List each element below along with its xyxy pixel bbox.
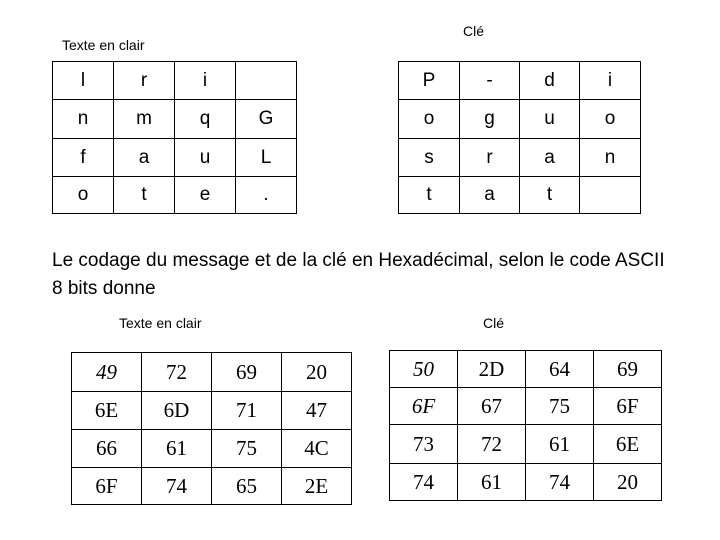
table-cell: 65 bbox=[212, 468, 282, 505]
table-cell: 74 bbox=[390, 464, 458, 501]
table-cell: 20 bbox=[594, 464, 662, 501]
table-cell: 47 bbox=[282, 392, 352, 430]
table-cell: t bbox=[399, 177, 460, 214]
table-cell: P bbox=[399, 62, 460, 100]
table-cell: 61 bbox=[458, 464, 526, 501]
bottom-key-label: Clé bbox=[483, 315, 505, 331]
table-cell: 6F bbox=[72, 468, 142, 505]
table-cell bbox=[580, 177, 641, 214]
table-cell: r bbox=[460, 139, 520, 177]
table-cell: 66 bbox=[72, 430, 142, 468]
table-cell: t bbox=[114, 177, 175, 214]
table-cell: 50 bbox=[390, 351, 458, 388]
table-cell: l bbox=[53, 62, 114, 100]
table-cell: e bbox=[175, 177, 236, 214]
bottom-plain-table bbox=[71, 352, 352, 505]
table-cell: q bbox=[175, 100, 236, 139]
table-cell: r bbox=[114, 62, 175, 100]
table-cell: 67 bbox=[458, 388, 526, 425]
table-cell: o bbox=[399, 100, 460, 139]
top-plain-label: Texte en clair bbox=[62, 37, 145, 53]
table-cell: 72 bbox=[458, 425, 526, 464]
table-cell: g bbox=[460, 100, 520, 139]
table-cell: 74 bbox=[142, 468, 212, 505]
table-cell: - bbox=[460, 62, 520, 100]
table-cell: a bbox=[114, 139, 175, 177]
table-cell: 75 bbox=[526, 388, 594, 425]
table-cell: n bbox=[53, 100, 114, 139]
top-key-table bbox=[398, 61, 641, 214]
table-cell: o bbox=[580, 100, 641, 139]
table-cell: 6F bbox=[594, 388, 662, 425]
table-cell: n bbox=[580, 139, 641, 177]
table-cell: 73 bbox=[390, 425, 458, 464]
table-cell: 6F bbox=[390, 388, 458, 425]
table-cell: m bbox=[114, 100, 175, 139]
table-cell: 75 bbox=[212, 430, 282, 468]
table-cell: t bbox=[520, 177, 580, 214]
table-cell bbox=[236, 62, 297, 100]
table-cell: 4C bbox=[282, 430, 352, 468]
table-cell: 49 bbox=[72, 353, 142, 392]
bottom-plain-label: Texte en clair bbox=[119, 315, 202, 331]
table-cell: G bbox=[236, 100, 297, 139]
table-cell: L bbox=[236, 139, 297, 177]
table-cell: i bbox=[580, 62, 641, 100]
top-plain-table bbox=[52, 61, 297, 214]
table-cell: 61 bbox=[142, 430, 212, 468]
table-cell: d bbox=[520, 62, 580, 100]
table-cell: s bbox=[399, 139, 460, 177]
table-cell: u bbox=[520, 100, 580, 139]
table-cell: 20 bbox=[282, 353, 352, 392]
table-cell: 6E bbox=[72, 392, 142, 430]
table-cell: a bbox=[520, 139, 580, 177]
top-key-label: Clé bbox=[463, 23, 485, 39]
table-cell: 71 bbox=[212, 392, 282, 430]
bottom-key-table bbox=[389, 350, 662, 501]
table-cell: 6E bbox=[594, 425, 662, 464]
table-cell: 72 bbox=[142, 353, 212, 392]
table-cell: f bbox=[53, 139, 114, 177]
table-cell: 2E bbox=[282, 468, 352, 505]
table-cell: o bbox=[53, 177, 114, 214]
table-cell: 69 bbox=[212, 353, 282, 392]
table-cell: 69 bbox=[594, 351, 662, 388]
table-cell: 2D bbox=[458, 351, 526, 388]
table-cell: i bbox=[175, 62, 236, 100]
table-cell: 74 bbox=[526, 464, 594, 501]
table-cell: 64 bbox=[526, 351, 594, 388]
intro-paragraph: Le codage du message et de la clé en Hexadécimal, selon le code ASCII 8 bits donne bbox=[52, 250, 665, 299]
table-cell: 6D bbox=[142, 392, 212, 430]
table-cell: a bbox=[460, 177, 520, 214]
table-cell: 61 bbox=[526, 425, 594, 464]
table-cell: . bbox=[236, 177, 297, 214]
table-cell: u bbox=[175, 139, 236, 177]
